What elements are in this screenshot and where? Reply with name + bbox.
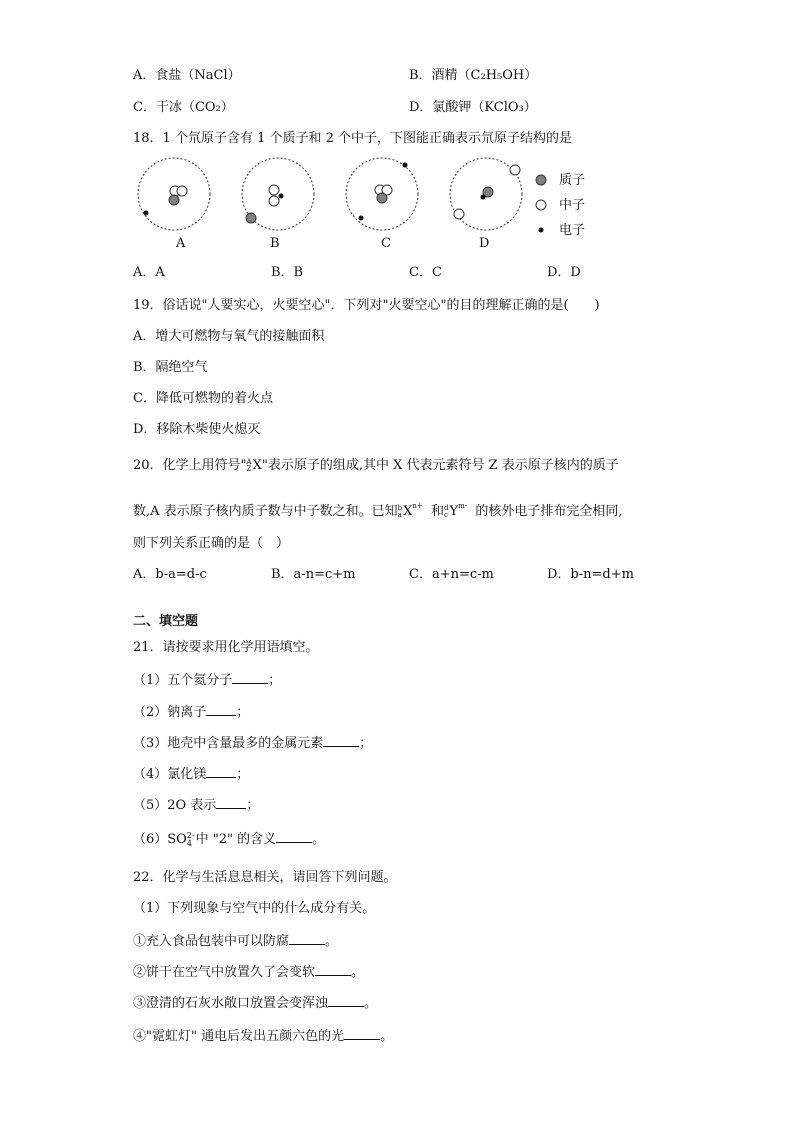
legend-electron-label: 电子: [559, 223, 586, 238]
answer-blank[interactable]: [289, 932, 325, 945]
answer-blank[interactable]: [216, 796, 246, 809]
q20-option-d: D．b-n=d+m: [547, 567, 634, 582]
q17-option-b: B．酒精（C₂H₅OH）: [409, 68, 538, 83]
proton-c: [377, 193, 387, 203]
figure-label-d: D: [479, 236, 490, 251]
answer-blank[interactable]: [206, 703, 236, 716]
q17-option-a: A．食盐（NaCl）: [133, 68, 241, 83]
q20-option-c: C．a+n=c-m: [409, 567, 494, 582]
proton-b: [246, 213, 256, 223]
q22-item-4: ④"霓虹灯" 通电后发出五颜六色的光 。: [133, 1029, 394, 1044]
q20-line2: 数,A 表示原子核内质子数与中子数之和。已知 b a $X^{n+}$ 和 d c $Y^{m-}$ 的核外电子排布完全相同,: [133, 502, 623, 519]
electron-c2: [359, 216, 364, 221]
q18-option-d: D．D: [547, 265, 581, 280]
q18-option-a: A．A: [133, 265, 165, 280]
q22-item-1: ①充入食品包装中可以防腐 。: [133, 934, 339, 949]
answer-blank[interactable]: [323, 734, 359, 747]
legend-neutron-label: 中子: [559, 198, 586, 213]
atom-structure-figure: [128, 152, 608, 252]
q17-option-c: C．干冰（CO₂）: [133, 100, 234, 115]
q22-stem: 22．化学与生活息息相关，请回答下列问题。: [133, 870, 397, 885]
legend-electron-icon: [539, 228, 544, 233]
q22-item-2: ②饼干在空气中放置久了会变软 。: [133, 965, 365, 980]
y-ion-indices: d c: [444, 503, 449, 519]
q21-item-5: （5）2O 表示 ；: [133, 798, 260, 813]
electron-c1: [403, 163, 408, 168]
neutron-b1: [269, 185, 279, 195]
atom-diagram-c: [346, 158, 418, 230]
q21-item-1: （1）五个氦分子 ；: [133, 673, 282, 688]
legend-proton-label: 质子: [559, 173, 586, 188]
q22-item-3: ③澄清的石灰水敞口放置会变浑浊 。: [133, 996, 378, 1011]
answer-blank[interactable]: [344, 1027, 380, 1040]
neutron-d1: [510, 165, 520, 175]
q20-symbol-indices: A Z: [246, 457, 252, 473]
q21-item-4: （4）氯化镁 ；: [133, 767, 250, 782]
q19-option-c: C．降低可燃物的着火点: [133, 391, 273, 406]
sulfate-charge-indices: 2- 4: [186, 830, 195, 848]
q17-option-d: D．氯酸钾（KClO₃）: [409, 100, 537, 115]
neutron-d2: [454, 209, 464, 219]
q19-stem: 19．俗话说"人要实心，火要空心"．下列对"火要空心"的目的理解正确的是( ): [133, 298, 600, 313]
q19-option-a: A．增大可燃物与氧气的接触面积: [133, 329, 325, 344]
legend: [536, 175, 546, 233]
figure-label-a: A: [176, 236, 186, 251]
answer-blank[interactable]: [276, 830, 312, 843]
electron-d-center: [481, 195, 486, 200]
atom-diagram-b: [242, 158, 314, 230]
neutron-b2: [269, 196, 279, 206]
answer-blank[interactable]: [328, 994, 364, 1007]
q21-item-3: （3）地壳中含量最多的金属元素 ；: [133, 736, 373, 751]
electron-a: [144, 211, 149, 216]
q18-stem: 18．1 个氘原子含有 1 个质子和 2 个中子，下图能正确表示氘原子结构的是: [133, 131, 573, 146]
atom-diagram-d: [450, 158, 522, 230]
answer-blank[interactable]: [315, 963, 351, 976]
q20-line3: 则下列关系正确的是（ ）: [133, 536, 290, 551]
atom-diagram-a: [138, 158, 210, 230]
legend-proton-icon: [536, 175, 546, 185]
figure-label-c: C: [381, 236, 391, 251]
section-title: 二、填空题: [133, 614, 199, 629]
q20-stem: 20．化学上用符号" A Z X"表示原子的组成,其中 X 代表元素符号 Z 表示原子核内的质子: [133, 457, 619, 473]
q20-option-a: A．b-a=d-c: [133, 567, 207, 582]
q22-sub1: （1）下列现象与空气中的什么成分有关。: [133, 901, 376, 916]
electron-b-center: [279, 194, 284, 199]
q21-item-2: （2）钠离子 ；: [133, 705, 250, 720]
answer-blank[interactable]: [232, 671, 268, 684]
q21-stem: 21．请按要求用化学用语填空。: [133, 640, 319, 655]
q21-item-6: （6）SO 2- 4 中 "2" 的含义 。: [133, 830, 326, 848]
neutron-a2: [177, 186, 187, 196]
proton-a: [169, 195, 179, 205]
q18-option-c: C．C: [409, 265, 442, 280]
x-ion-indices: b a: [397, 503, 403, 519]
q20-option-b: B．a-n=c+m: [271, 567, 356, 582]
q18-option-b: B．B: [271, 265, 304, 280]
legend-neutron-icon: [536, 200, 546, 210]
q19-option-d: D．移除木柴使火熄灭: [133, 422, 261, 437]
q19-option-b: B．隔绝空气: [133, 360, 208, 375]
answer-blank[interactable]: [206, 765, 236, 778]
figure-label-b: B: [270, 236, 280, 251]
